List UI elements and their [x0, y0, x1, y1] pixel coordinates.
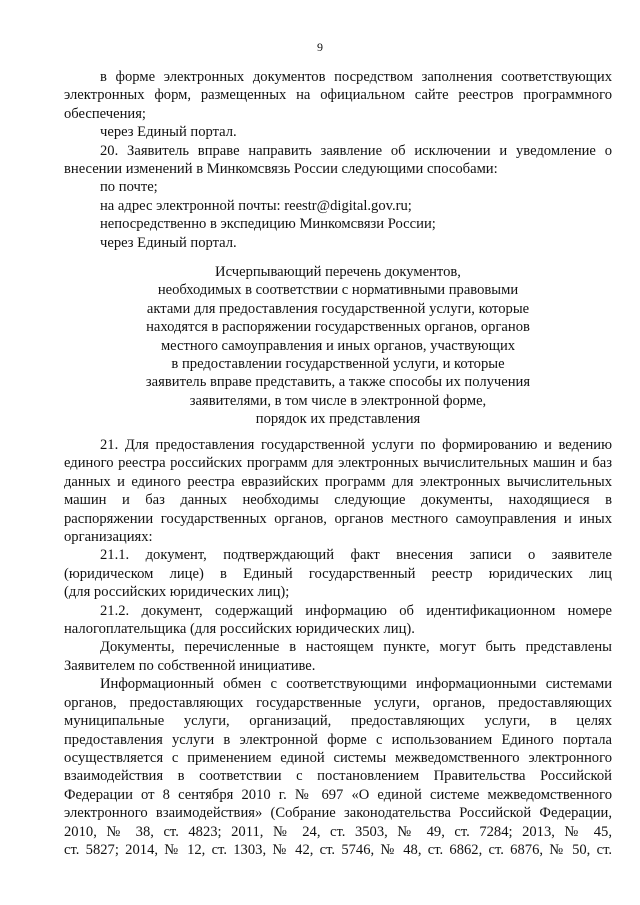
text-line: 21.2. документ, содержащий информацию об идентификационном номере [100, 602, 612, 619]
paragraph-via-portal [64, 123, 612, 141]
page-number: 9 [317, 40, 323, 54]
top-section [64, 68, 612, 252]
text-line: Документы, перечисленные в настоящем пункте, могут быть представлены [100, 639, 612, 656]
body-section [64, 436, 612, 859]
text-line: 21.1. документ, подтверждающий факт внесения записи о заявителе [100, 547, 612, 564]
heading-line: Исчерпывающий перечень документов, [215, 264, 461, 280]
paragraph-electronic-forms [64, 68, 612, 123]
text-line: по почте; [100, 179, 158, 196]
heading-line: порядок их представления [255, 411, 421, 428]
text-line: через Единый портал. [100, 124, 237, 141]
text-line: организациях: [64, 529, 153, 546]
heading-line: находятся в распоряжении государственных органов, органов [146, 319, 530, 336]
text-line: ст. 5827; 2014, № 12, ст. 1303, № 42, ст. 5746, № 48, ст. 6862, ст. 6876, № 50, ст. [64, 841, 612, 858]
heading-line: актами для предоставления государственной услуги, которые [146, 300, 530, 317]
text-line: распоряжении государственных органов, органов местного самоуправления и иных [64, 510, 612, 527]
heading-line: в предоставлении государственной услуги, и которые [171, 356, 505, 373]
text-line: 21. Для предоставления государственной услуги по формированию и ведению [100, 437, 612, 453]
paragraph-20 [64, 142, 612, 179]
text-line: через Единый портал. [100, 234, 237, 251]
text-line: (юридическом лице) в Единый государственный реестр юридических лиц [64, 565, 612, 582]
text-line: в форме электронных документов посредством заполнения соответствующих [100, 69, 612, 85]
text-line: внесении изменений в Минкомсвязь России следующими способами: [64, 161, 498, 178]
paragraph-by-mail [64, 178, 612, 196]
heading-line: заявителями, в том числе в электронной форме, [189, 392, 487, 409]
text-line: электронных форм, размещенных на официальном сайте реестров программного [64, 87, 612, 104]
text-line: (для российских юридических лиц); [64, 584, 290, 601]
text-line: 20. Заявитель вправе направить заявление об исключении и уведомление о [100, 142, 612, 159]
text-line: предоставления услуги в электронной форме с использованием Единого портала [64, 731, 612, 748]
heading-line: необходимых в соответствии с нормативными правовыми [157, 282, 519, 299]
paragraph-via-portal-2 [64, 234, 612, 252]
text-line: налогоплательщика (для российских юридических лиц). [64, 621, 415, 638]
text-line: непосредственно в экспедицию Минкомсвязи России; [100, 216, 436, 233]
heading-line: местного самоуправления и иных органов, участвующих [160, 337, 516, 354]
text-line: муниципальные услуги, организаций, предоставляющих услуги, в целях [64, 713, 612, 730]
paragraph-21-1 [64, 546, 612, 601]
text-line: взаимодействия в соответствии с постановлением Правительства Российской [64, 768, 612, 785]
text-line: единого реестра российских программ для электронных вычислительных машин и баз [64, 455, 612, 472]
text-line: Федерации от 8 сентября 2010 г. № 697 «О единой системе межведомственного [64, 786, 612, 803]
section-heading [64, 263, 612, 429]
paragraph-21-2 [64, 602, 612, 639]
text-line: машин и баз данных необходимы следующие документы, находящиеся в [64, 492, 612, 509]
paragraph-documents-initiative [64, 638, 612, 675]
text-line: данных и единого реестра евразийских программ для электронных вычислительных [64, 473, 612, 490]
paragraph-information-exchange [64, 675, 612, 859]
text-line: Заявителем по собственной инициативе. [64, 657, 316, 674]
paragraph-21 [64, 436, 612, 546]
text-line: Информационный обмен с соответствующими информационными системами [100, 676, 612, 693]
paragraph-email-address [64, 197, 612, 215]
text-line: на адрес электронной почты: reestr@digital.gov.ru; [100, 197, 412, 214]
heading-line: заявитель вправе представить, а также способы их получения [145, 374, 531, 391]
text-line: осуществляется с применением единой системы межведомственного электронного [64, 749, 612, 766]
text-line: органов, предоставляющих государственные услуги, органов, предоставляющих [64, 694, 612, 711]
text-line: электронного взаимодействия» (Собрание законодательства Российской Федерации, [64, 805, 612, 822]
text-line: обеспечения; [64, 105, 146, 122]
text-line: 2010, № 38, ст. 4823; 2011, № 24, ст. 3503, № 49, ст. 7284; 2013, № 45, [64, 823, 612, 840]
paragraph-expedition [64, 215, 612, 233]
